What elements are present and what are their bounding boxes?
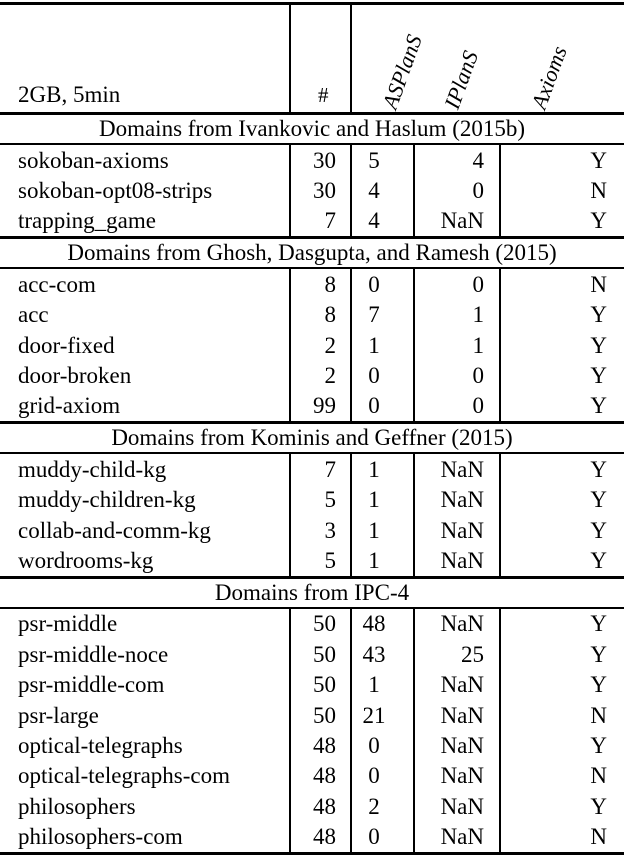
section-title: Domains from Ghosh, Dasgupta, and Ramesh (2015) bbox=[67, 240, 557, 266]
domain-cell: collab-and-comm-kg bbox=[18, 517, 211, 543]
iplans-cell: 4 bbox=[472, 147, 484, 173]
aspplans-cell: 1 bbox=[368, 456, 380, 482]
iplans-cell: NaN bbox=[440, 732, 484, 758]
axioms-cell: Y bbox=[590, 362, 607, 388]
aspplans-cell: 1 bbox=[368, 487, 380, 513]
aspplans-cell: 1 bbox=[368, 517, 380, 543]
column-divider bbox=[350, 145, 352, 236]
header-axioms: Axioms bbox=[526, 42, 572, 113]
aspplans-cell: 1 bbox=[368, 672, 380, 698]
axioms-cell: Y bbox=[590, 732, 607, 758]
aspplans-cell: 7 bbox=[368, 302, 380, 328]
axioms-cell: Y bbox=[590, 456, 607, 482]
axioms-cell: N bbox=[590, 702, 607, 728]
iplans-cell: NaN bbox=[440, 456, 484, 482]
domain-cell: door-fixed bbox=[18, 332, 115, 358]
column-divider bbox=[289, 454, 291, 576]
iplans-cell: 25 bbox=[461, 641, 484, 667]
domain-cell: philosophers bbox=[18, 793, 136, 819]
aspplans-cell: 4 bbox=[368, 208, 380, 234]
iplans-cell: NaN bbox=[440, 208, 484, 234]
column-divider bbox=[499, 269, 501, 421]
axioms-cell: Y bbox=[590, 611, 607, 637]
section-title: Domains from Kominis and Geffner (2015) bbox=[111, 425, 513, 451]
aspplans-cell: 0 bbox=[368, 393, 380, 419]
count-cell: 2 bbox=[324, 362, 336, 388]
domain-cell: optical-telegraphs-com bbox=[18, 763, 231, 789]
count-cell: 50 bbox=[313, 611, 336, 637]
axioms-cell: Y bbox=[590, 208, 607, 234]
column-divider bbox=[413, 269, 415, 421]
domain-cell: door-broken bbox=[18, 362, 132, 388]
iplans-cell: 0 bbox=[472, 177, 484, 203]
domain-cell: psr-middle bbox=[18, 611, 118, 637]
aspplans-cell: 4 bbox=[368, 177, 380, 203]
column-divider bbox=[350, 269, 352, 421]
iplans-cell: NaN bbox=[440, 824, 484, 850]
axioms-cell: Y bbox=[590, 672, 607, 698]
domain-cell: psr-middle-noce bbox=[18, 641, 169, 667]
axioms-cell: N bbox=[590, 763, 607, 789]
count-cell: 48 bbox=[313, 763, 336, 789]
count-cell: 2 bbox=[324, 332, 336, 358]
count-cell: 50 bbox=[313, 641, 336, 667]
column-divider bbox=[499, 145, 501, 236]
domain-cell: wordrooms-kg bbox=[18, 547, 154, 573]
column-divider bbox=[289, 145, 291, 236]
table-top-rule bbox=[0, 2, 624, 5]
column-divider bbox=[289, 609, 291, 852]
axioms-cell: N bbox=[590, 177, 607, 203]
domain-cell: acc bbox=[18, 302, 49, 328]
count-cell: 48 bbox=[313, 793, 336, 819]
iplans-cell: NaN bbox=[440, 672, 484, 698]
header-aspplans: ASPlanS bbox=[377, 31, 427, 113]
domain-cell: sokoban-axioms bbox=[18, 147, 169, 173]
column-divider bbox=[413, 609, 415, 852]
column-divider bbox=[499, 454, 501, 576]
count-cell: 7 bbox=[324, 208, 336, 234]
domain-cell: acc-com bbox=[18, 271, 96, 297]
iplans-cell: NaN bbox=[440, 611, 484, 637]
count-cell: 30 bbox=[313, 147, 336, 173]
domain-cell: grid-axiom bbox=[18, 393, 121, 419]
domain-cell: psr-middle-com bbox=[18, 672, 165, 698]
header-divider bbox=[289, 4, 291, 113]
iplans-cell: NaN bbox=[440, 793, 484, 819]
axioms-cell: Y bbox=[590, 302, 607, 328]
aspplans-cell: 43 bbox=[362, 641, 386, 667]
iplans-cell: NaN bbox=[440, 763, 484, 789]
domain-cell: sokoban-opt08-strips bbox=[18, 177, 213, 203]
count-cell: 30 bbox=[313, 177, 336, 203]
column-divider bbox=[413, 454, 415, 576]
section-title: Domains from Ivankovic and Haslum (2015b) bbox=[98, 116, 526, 141]
count-cell: 8 bbox=[324, 302, 336, 328]
aspplans-cell: 0 bbox=[368, 271, 380, 297]
aspplans-cell: 1 bbox=[368, 332, 380, 358]
iplans-cell: NaN bbox=[440, 702, 484, 728]
header-setting: 2GB, 5min bbox=[18, 82, 121, 107]
axioms-cell: N bbox=[590, 271, 607, 297]
iplans-cell: 0 bbox=[472, 393, 484, 419]
header-count: # bbox=[318, 83, 329, 107]
count-cell: 99 bbox=[313, 393, 336, 419]
iplans-cell: 0 bbox=[472, 362, 484, 388]
column-divider bbox=[350, 454, 352, 576]
aspplans-cell: 0 bbox=[368, 732, 380, 758]
count-cell: 5 bbox=[324, 487, 336, 513]
domain-cell: trapping_game bbox=[18, 208, 156, 234]
axioms-cell: Y bbox=[590, 147, 607, 173]
count-cell: 48 bbox=[313, 824, 336, 850]
axioms-cell: Y bbox=[590, 517, 607, 543]
iplans-cell: 1 bbox=[472, 332, 484, 358]
domain-cell: muddy-child-kg bbox=[18, 456, 167, 482]
header-iplans: IPlanS bbox=[439, 47, 484, 113]
iplans-cell: NaN bbox=[440, 517, 484, 543]
axioms-cell: Y bbox=[590, 641, 607, 667]
domain-cell: optical-telegraphs bbox=[18, 732, 183, 758]
aspplans-cell: 21 bbox=[362, 702, 386, 728]
count-cell: 7 bbox=[324, 456, 336, 482]
domain-cell: muddy-children-kg bbox=[18, 487, 196, 513]
axioms-cell: Y bbox=[590, 547, 607, 573]
count-cell: 48 bbox=[313, 732, 336, 758]
aspplans-cell: 48 bbox=[362, 611, 386, 637]
iplans-cell: 1 bbox=[472, 302, 484, 328]
column-divider bbox=[413, 145, 415, 236]
domain-cell: philosophers-com bbox=[18, 824, 183, 850]
count-cell: 5 bbox=[324, 547, 336, 573]
iplans-cell: NaN bbox=[440, 547, 484, 573]
iplans-cell: 0 bbox=[472, 271, 484, 297]
aspplans-cell: 0 bbox=[368, 763, 380, 789]
count-cell: 3 bbox=[324, 517, 336, 543]
column-divider bbox=[289, 269, 291, 421]
column-divider bbox=[350, 609, 352, 852]
axioms-cell: Y bbox=[590, 332, 607, 358]
axioms-cell: Y bbox=[590, 393, 607, 419]
aspplans-cell: 1 bbox=[368, 547, 380, 573]
header-divider bbox=[350, 4, 352, 113]
axioms-cell: Y bbox=[590, 793, 607, 819]
aspplans-cell: 5 bbox=[368, 147, 380, 173]
section-title: Domains from IPC-4 bbox=[214, 579, 410, 605]
count-cell: 8 bbox=[324, 271, 336, 297]
iplans-cell: NaN bbox=[440, 487, 484, 513]
count-cell: 50 bbox=[313, 672, 336, 698]
aspplans-cell: 2 bbox=[368, 793, 380, 819]
aspplans-cell: 0 bbox=[368, 824, 380, 850]
count-cell: 50 bbox=[313, 702, 336, 728]
aspplans-cell: 0 bbox=[368, 362, 380, 388]
domain-cell: psr-large bbox=[18, 702, 99, 728]
column-divider bbox=[499, 609, 501, 852]
axioms-cell: Y bbox=[590, 487, 607, 513]
axioms-cell: N bbox=[590, 824, 607, 850]
